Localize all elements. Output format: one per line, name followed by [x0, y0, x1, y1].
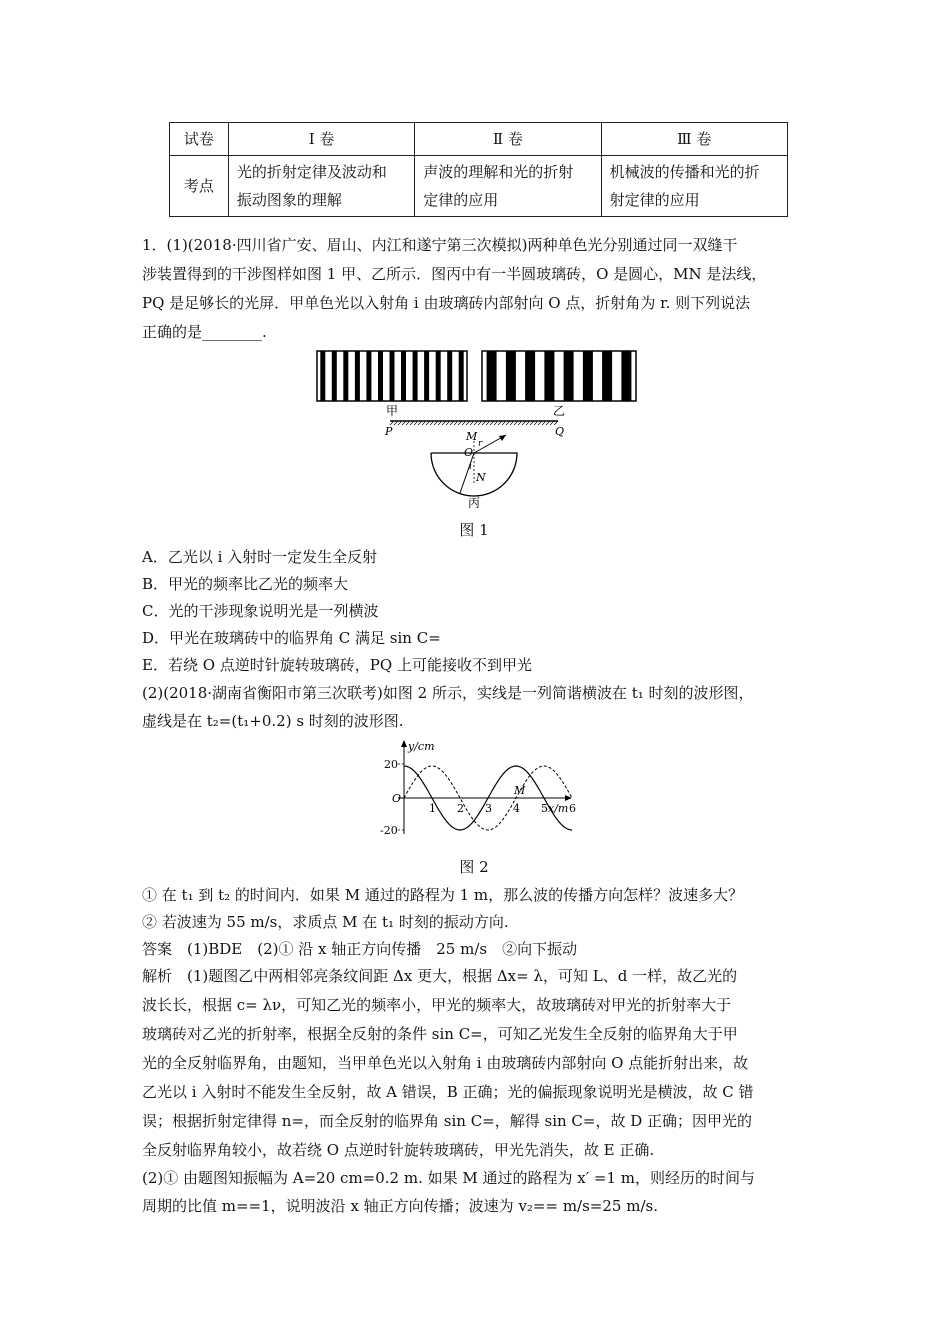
exam-table: [169, 122, 788, 217]
y-axis-arrow: [401, 740, 407, 747]
option-c: C．光的干涉现象说明光是一列横波: [142, 602, 379, 620]
analysis-line: 周期的比值 m==1，说明波沿 x 轴正方向传播；波速为 v₂== m/s=25 m/s.: [142, 1197, 658, 1215]
dark-fringe: [506, 351, 516, 401]
question-line: 涉装置得到的干涉图样如图 1 甲、乙所示．图丙中有一半圆玻璃砖，O 是圆心，MN 是法线，: [142, 265, 767, 283]
analysis-line: 误；根据折射定律得 n=，而全反射的临界角 sin C=，解得 sin C=，故 D 正确；因甲光的: [142, 1112, 753, 1130]
analysis-line: (2)① 由题图知振幅为 A=20 cm=0.2 m. 如果 M 通过的路程为 x′ =1 m，则经历的时间与: [142, 1169, 756, 1187]
label-q: Q: [555, 425, 565, 438]
cell-line: 光的折射定律及波动和: [236, 163, 387, 181]
dark-fringe: [413, 351, 418, 401]
figure-2: [370, 738, 580, 840]
figure-1-caption: 图 1: [459, 521, 489, 539]
table-cell: [601, 156, 787, 217]
cell-line: 振动图象的理解: [236, 191, 342, 209]
x-tick-label: 3: [485, 802, 492, 815]
label-yi: 乙: [553, 404, 566, 418]
x-axis-label: x/m: [548, 802, 569, 815]
dark-fringe: [459, 351, 464, 401]
option-e: E．若绕 O 点逆时针旋转玻璃砖，PQ 上可能接收不到甲光: [142, 656, 532, 674]
dark-fringe: [401, 351, 406, 401]
dark-fringe: [424, 351, 429, 401]
dark-fringe: [332, 351, 337, 401]
point-m-label: M: [514, 784, 526, 797]
option-d: D．甲光在玻璃砖中的临界角 C 满足 sin C=: [142, 629, 441, 647]
analysis-line: 解析 (1)题图乙中两相邻亮条纹间距 Δx 更大，根据 Δx= λ，可知 L、d 一样，故乙光的: [142, 967, 738, 985]
option-a: A．乙光以 i 入射时一定发生全反射: [142, 548, 378, 566]
label-r: r: [478, 439, 483, 449]
analysis-line: 光的全反射临界角，由题知，当甲单色光以入射角 i 由玻璃砖内部射向 O 点能折射出来，故: [142, 1054, 749, 1072]
dark-fringe: [564, 351, 574, 401]
analysis-line: 波长长，根据 c= λν，可知乙光的频率小，甲光的频率大，故玻璃砖对甲光的折射率大于: [142, 996, 732, 1014]
question-line: (2)(2018·湖南省衡阳市第三次联考)如图 2 所示，实线是一列简谐横波在 t₁ 时刻的波形图，: [142, 684, 754, 702]
table-cell: [415, 156, 601, 217]
question-line: 1．(1)(2018·四川省广安、眉山、内江和遂宁第三次模拟)两种单色光分别通过同一双缝干: [142, 236, 738, 254]
figure-1: [300, 345, 650, 515]
cell-line: 机械波的传播和光的折: [609, 163, 760, 181]
answer-line: 答案 (1)BDE (2)① 沿 x 轴正方向传播 25 m/s ②向下振动: [142, 940, 578, 958]
dark-fringe: [621, 351, 631, 401]
header-cell: Ⅲ 卷: [601, 123, 787, 156]
dark-fringe: [378, 351, 383, 401]
cell-line: 射定律的应用: [609, 191, 700, 209]
dark-fringe: [544, 351, 554, 401]
x-tick-label: 2: [457, 802, 464, 815]
dark-fringe: [320, 351, 325, 401]
dark-fringe: [355, 351, 360, 401]
table-header-row: [170, 123, 788, 156]
dark-fringe: [602, 351, 612, 401]
dark-fringe: [436, 351, 441, 401]
header-cell: Ⅰ 卷: [228, 123, 414, 156]
dark-fringe: [390, 351, 395, 401]
label-bing: 丙: [468, 496, 481, 510]
fringe-pattern-jia: [317, 351, 467, 401]
sub-question: ② 若波速为 55 m/s，求质点 M 在 t₁ 时刻的振动方向.: [142, 913, 509, 931]
dark-fringe: [366, 351, 371, 401]
figure-2-caption: 图 2: [459, 858, 489, 876]
analysis-line: 玻璃砖对乙光的折射率，根据全反射的条件 sin C=，可知乙光发生全反射的临界角大于甲: [142, 1025, 738, 1043]
label-i: i: [469, 462, 472, 472]
x-tick-label: 5: [541, 802, 548, 815]
label-m: M: [466, 430, 478, 443]
header-cell: 试卷: [170, 123, 229, 156]
label-o: O: [464, 446, 474, 459]
y-axis-label: y/cm: [408, 740, 435, 753]
dark-fringe: [487, 351, 497, 401]
x-tick-label: 6: [569, 802, 576, 815]
y-tick-label: -20: [380, 824, 398, 837]
dark-fringe: [583, 351, 593, 401]
fringe-pattern-yi: [482, 351, 636, 401]
question-line: 虚线是在 t₂=(t₁+0.2) s 时刻的波形图.: [142, 712, 404, 730]
label-jia: 甲: [386, 404, 399, 418]
dark-fringe: [525, 351, 535, 401]
y-tick-label: 20: [384, 758, 398, 771]
table-cell: [228, 156, 414, 217]
option-b: B．甲光的频率比乙光的频率大: [142, 575, 349, 593]
header-cell: Ⅱ 卷: [415, 123, 601, 156]
label-p: P: [385, 425, 393, 438]
x-tick-label: 1: [429, 802, 436, 815]
cell-line: 定律的应用: [423, 191, 499, 209]
origin-label: O: [392, 792, 402, 805]
dark-fringe: [343, 351, 348, 401]
dark-fringe: [447, 351, 452, 401]
analysis-line: 全反射临界角较小，故若绕 O 点逆时针旋转玻璃砖，甲光先消失，故 E 正确.: [142, 1141, 655, 1159]
row-label: 考点: [170, 156, 229, 217]
label-n: N: [476, 471, 486, 484]
table-row: [170, 156, 788, 217]
cell-line: 声波的理解和光的折射: [423, 163, 574, 181]
x-tick-label: 4: [513, 802, 520, 815]
question-line: 正确的是________.: [142, 323, 267, 341]
analysis-line: 乙光以 i 入射时不能发生全反射，故 A 错误，B 正确；光的偏振现象说明光是横波，故 C 错: [142, 1083, 754, 1101]
sub-question: ① 在 t₁ 到 t₂ 的时间内．如果 M 通过的路程为 1 m，那么波的传播方向怎样？波速多大？: [142, 886, 744, 904]
question-line: PQ 是足够长的光屏．甲单色光以入射角 i 由玻璃砖内部射向 O 点，折射角为 r. 则下列说法: [142, 294, 751, 312]
